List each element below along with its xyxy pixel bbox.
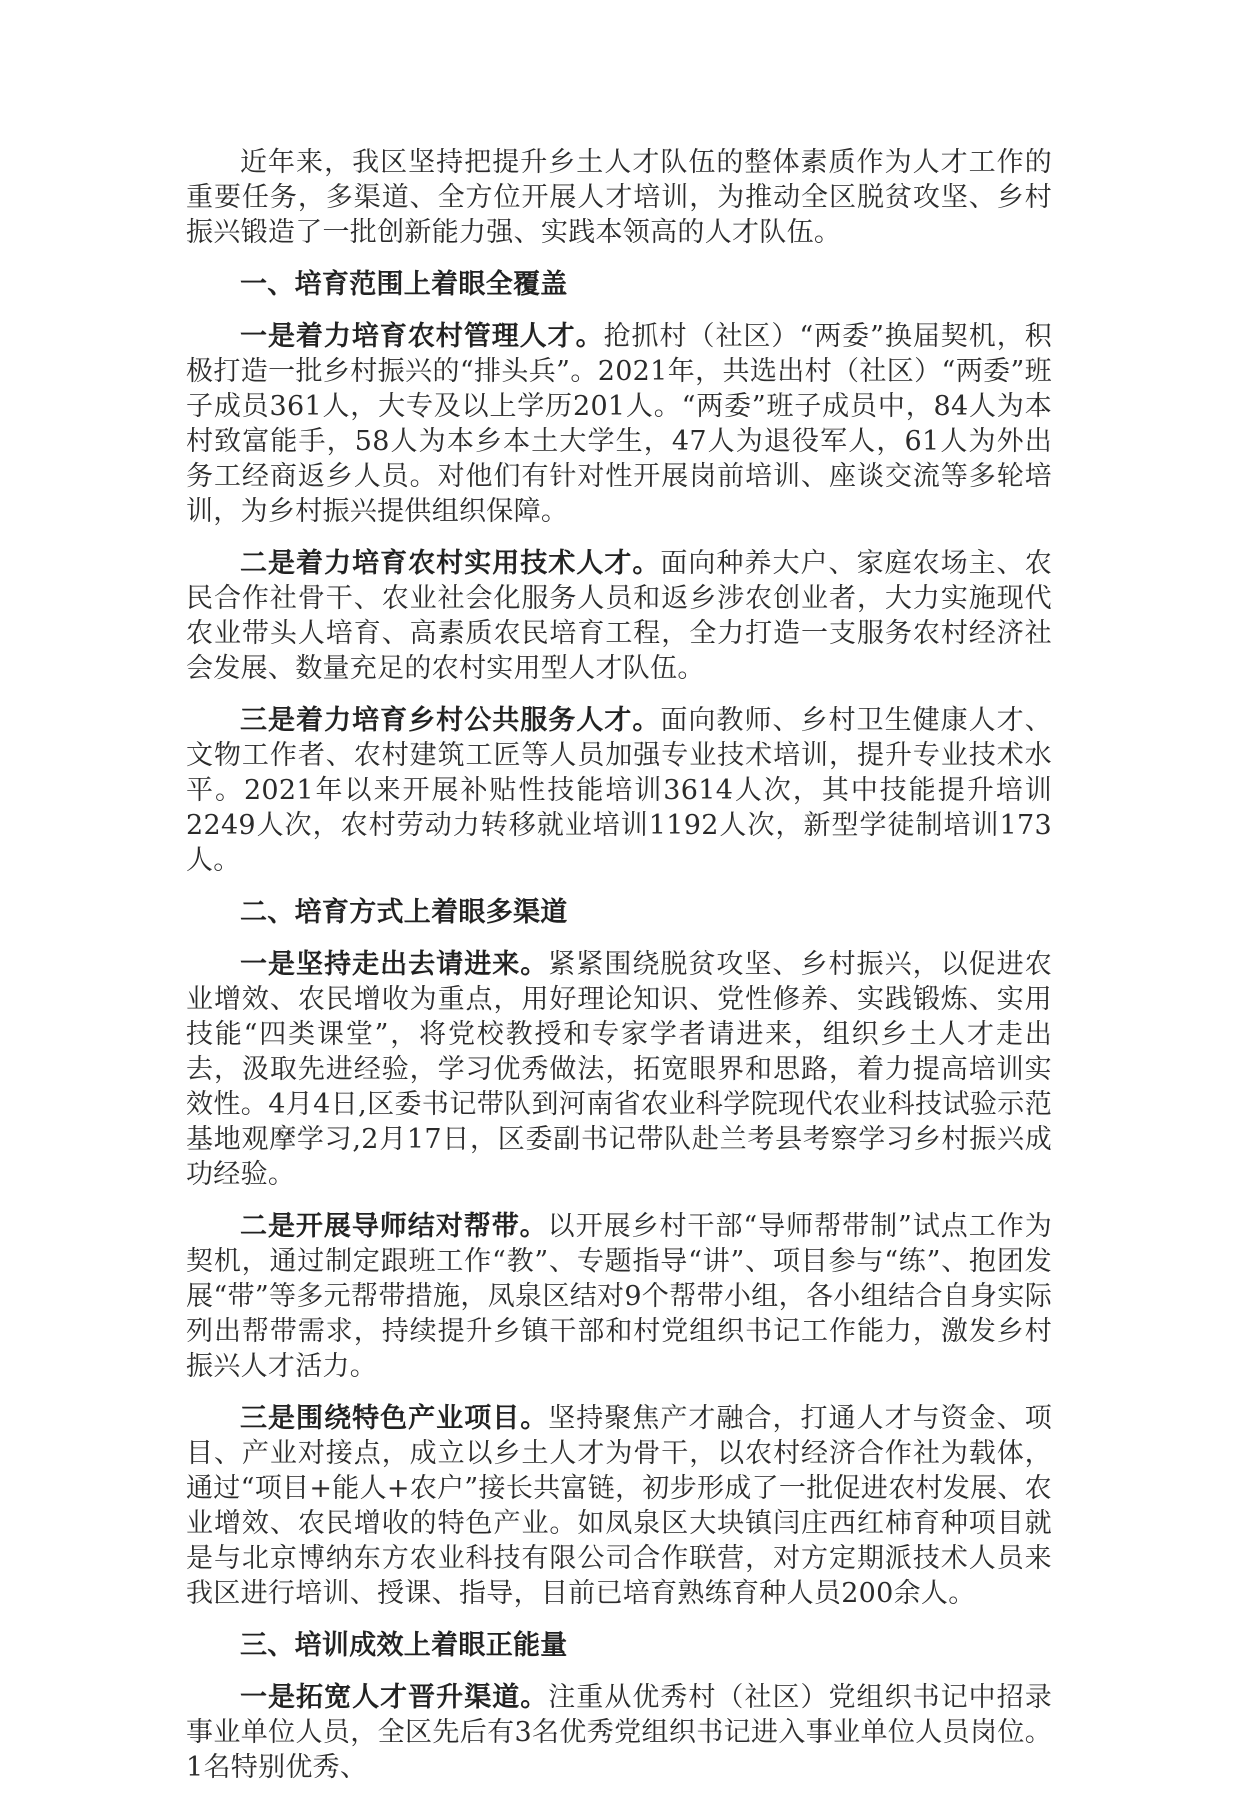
paragraph-text: 面向教师、乡村卫生健康人才、文物工作者、农村建筑工匠等人员加强专业技术培训，提升专业技术水平。2021年以来开展补贴性技能培训3614人次，其中技能提升培训2249人次，农村劳动力转移就业培训1192人次，新型学徒制培训173人。 (186, 705, 1052, 876)
paragraph-text: 面向种养大户、家庭农场主、农民合作社骨干、农业社会化服务人员和返乡涉农创业者，大力实施现代农业带头人培育、高素质农民培育工程，全力打造一支服务农村经济社会发展、数量充足的农村实用型人才队伍。 (186, 548, 1052, 684)
section-heading: 一、培育范围上着眼全覆盖 (240, 269, 568, 300)
paragraph-lead: 三是围绕特色产业项目。 (240, 1403, 549, 1434)
paragraph (186, 319, 1052, 529)
paragraph-lead: 一是拓宽人才晋升渠道。 (240, 1682, 549, 1713)
paragraph (186, 546, 1052, 686)
section-2 (186, 895, 1052, 1611)
section-3 (186, 1628, 1052, 1785)
paragraph-text: 紧紧围绕脱贫攻坚、乡村振兴，以促进农业增效、农民增收为重点，用好理论知识、党性修养、实践锻炼、实用技能“四类课堂”，将党校教授和专家学者请进来，组织乡土人才走出去，汲取先进经验，学习优秀做法，拓宽眼界和思路，着力提高培训实效性。4月4日,区委书记带队到河南省农业科学院现代农业科技试验示范基地观摩学习,2月17日，区委副书记带队赴兰考县考察学习乡村振兴成功经验。 (186, 949, 1052, 1190)
paragraph-lead: 一是坚持走出去请进来。 (240, 949, 549, 980)
paragraph-text: 注重从优秀村（社区）党组织书记中招录事业单位人员，全区先后有3名优秀党组织书记进入事业单位人员岗位。1名特别优秀、 (186, 1682, 1052, 1783)
paragraph-lead: 一是着力培育农村管理人才。 (240, 321, 604, 352)
paragraph-text: 抢抓村（社区）“两委”换届契机，积极打造一批乡村振兴的“排头兵”。2021年，共选出村（社区）“两委”班子成员361人，大专及以上学历201人。“两委”班子成员中，84人为本村致富能手，58人为本乡本土大学生，47人为退役军人，61人为外出务工经商返乡人员。对他们有针对性开展岗前培训、座谈交流等多轮培训，为乡村振兴提供组织保障。 (186, 321, 1052, 527)
paragraph (186, 703, 1052, 878)
section-1 (186, 267, 1052, 878)
paragraph-text: 坚持聚焦产才融合，打通人才与资金、项目、产业对接点，成立以乡土人才为骨干，以农村经济合作社为载体，通过“项目+能人+农户”接长共富链，初步形成了一批促进农村发展、农业增效、农民增收的特色产业。如凤泉区大块镇闫庄西红柿育种项目就是与北京博纳东方农业科技有限公司合作联营，对方定期派技术人员来我区进行培训、授课、指导，目前已培育熟练育种人员200余人。 (186, 1403, 1052, 1609)
paragraph (186, 947, 1052, 1192)
document-page (186, 145, 1052, 1802)
section-heading: 三、培训成效上着眼正能量 (240, 1630, 568, 1661)
paragraph-lead: 二是开展导师结对帮带。 (240, 1211, 548, 1242)
intro-paragraph: 近年来，我区坚持把提升乡土人才队伍的整体素质作为人才工作的重要任务，多渠道、全方位开展人才培训，为推动全区脱贫攻坚、乡村振兴锻造了一批创新能力强、实践本领高的人才队伍。 (186, 147, 1052, 248)
paragraph-lead: 三是着力培育乡村公共服务人才。 (240, 705, 661, 736)
paragraph (186, 1680, 1052, 1785)
paragraph (186, 1209, 1052, 1384)
paragraph (186, 1401, 1052, 1611)
paragraph-text: 以开展乡村干部“导师帮带制”试点工作为契机，通过制定跟班工作“教”、专题指导“讲”、项目参与“练”、抱团发展“带”等多元帮带措施，凤泉区结对9个帮带小组，各小组结合自身实际列出帮带需求，持续提升乡镇干部和村党组织书记工作能力，激发乡村振兴人才活力。 (186, 1211, 1052, 1382)
section-heading: 二、培育方式上着眼多渠道 (240, 897, 568, 928)
paragraph-lead: 二是着力培育农村实用技术人才。 (240, 548, 661, 579)
